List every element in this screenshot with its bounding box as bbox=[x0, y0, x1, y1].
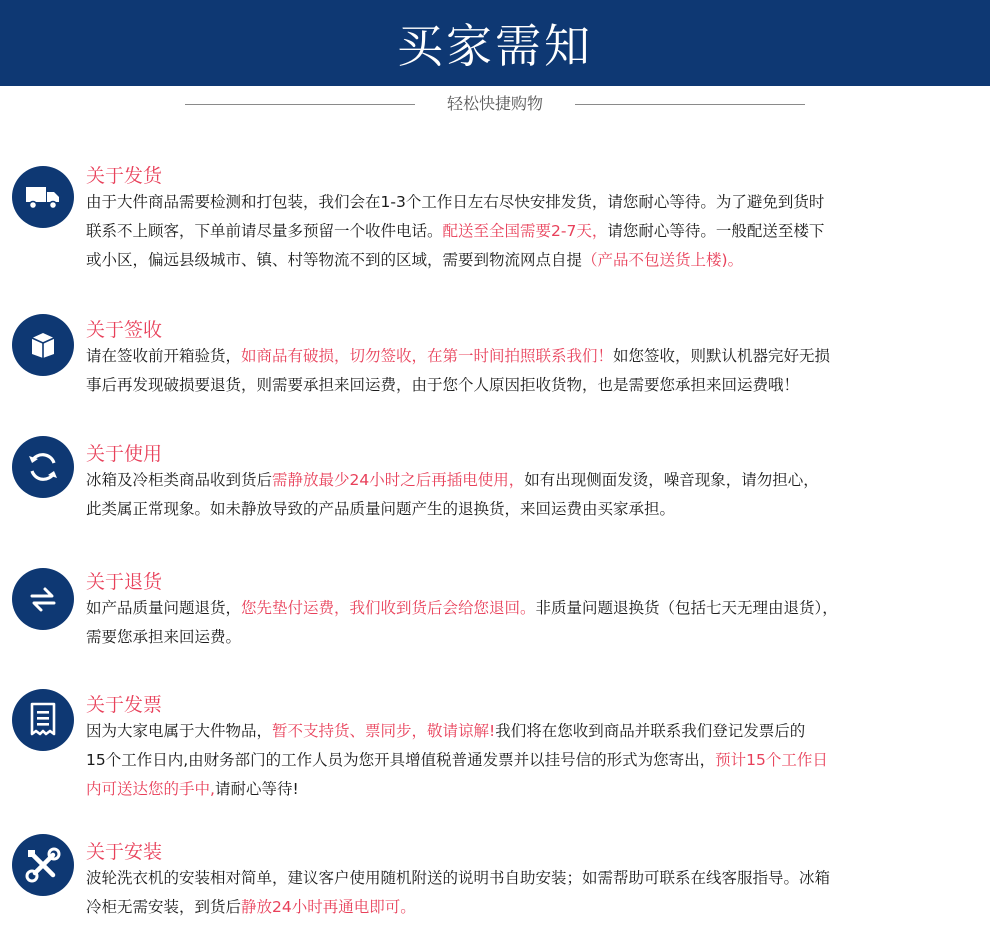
body-line: 由于大件商品需要检测和打包装，我们会在1-3个工作日左右尽快安排发货，请您耐心等待。为了避免到货时 bbox=[86, 193, 825, 211]
section-body bbox=[86, 466, 926, 524]
body-line: 内可送达您的手中,请耐心等待! bbox=[86, 780, 299, 798]
section-title: 关于发货 bbox=[86, 165, 163, 187]
section-title: 关于退货 bbox=[86, 571, 163, 593]
box-icon bbox=[12, 314, 74, 376]
section-body bbox=[86, 717, 926, 804]
section-body bbox=[86, 342, 926, 400]
page-title: 买家需知 bbox=[397, 19, 593, 73]
body-line: 冰箱及冷柜类商品收到货后需静放最少24小时之后再插电使用，如有出现侧面发烫，噪音现象，请勿担心， bbox=[86, 471, 819, 489]
body-line: 冷柜无需安装，到货后静放24小时再通电即可。 bbox=[86, 898, 416, 916]
tools-icon bbox=[12, 834, 74, 896]
section-body bbox=[86, 594, 926, 652]
body-line: 如产品质量问题退货，您先垫付运费，我们收到货后会给您退回。非质量问题退换货（包括七天无理由退货）， bbox=[86, 599, 838, 617]
subtitle-text: 轻松快捷购物 bbox=[439, 94, 551, 113]
body-line: 因为大家电属于大件物品，暂不支持货、票同步，敬请谅解!我们将在您收到商品并联系我们登记发票后的 bbox=[86, 722, 806, 740]
body-line: 此类属正常现象。如未静放导致的产品质量问题产生的退换货，来回运费由买家承担。 bbox=[86, 500, 676, 518]
body-line: 波轮洗衣机的安装相对简单，建议客户使用随机附送的说明书自助安装；如需帮助可联系在线客服指导。冰箱 bbox=[86, 869, 831, 887]
body-line: 或小区，偏远县级城市、镇、村等物流不到的区域，需要到物流网点自提（产品不包送货上楼)。 bbox=[86, 251, 744, 269]
refresh-icon bbox=[12, 436, 74, 498]
section-title: 关于安装 bbox=[86, 841, 163, 863]
subtitle-row bbox=[0, 92, 990, 116]
section-title: 关于签收 bbox=[86, 319, 163, 341]
exchange-icon bbox=[12, 568, 74, 630]
truck-icon bbox=[12, 166, 74, 228]
body-line: 联系不上顾客，下单前请尽量多预留一个收件电话。配送至全国需要2-7天，请您耐心等待。一般配送至楼下 bbox=[86, 222, 825, 240]
body-line: 需要您承担来回运费。 bbox=[86, 628, 242, 646]
header-banner bbox=[0, 0, 990, 86]
receipt-icon bbox=[12, 689, 74, 751]
body-line: 事后再发现破损要退货，则需要承担来回运费，由于您个人原因拒收货物，也是需要您承担来回运费哦！ bbox=[86, 376, 800, 394]
body-line: 15个工作日内,由财务部门的工作人员为您开具增值税普通发票并以挂号信的形式为您寄出，预计15个工作日 bbox=[86, 751, 828, 769]
section-body bbox=[86, 188, 926, 275]
section-body bbox=[86, 864, 926, 922]
body-line: 请在签收前开箱验货，如商品有破损，切勿签收，在第一时间拍照联系我们！如您签收，则默认机器完好无损 bbox=[86, 347, 831, 365]
section-title: 关于使用 bbox=[86, 443, 163, 465]
section-title: 关于发票 bbox=[86, 694, 163, 716]
